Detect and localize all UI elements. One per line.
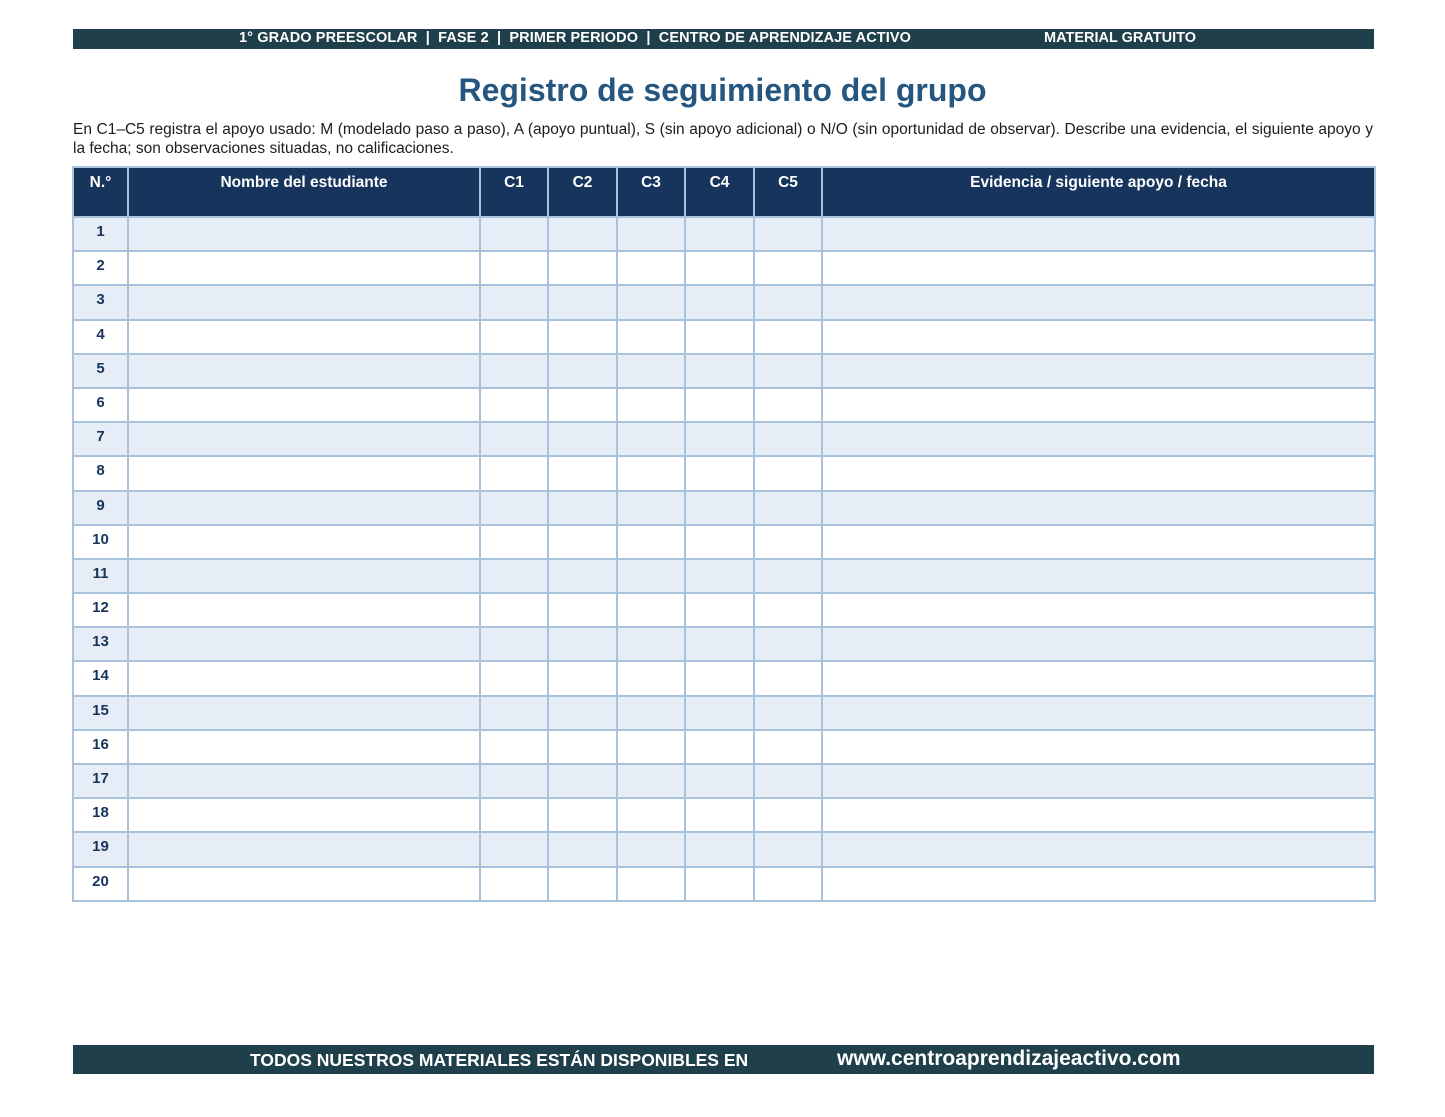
c2-cell[interactable]: [548, 422, 617, 456]
c2-cell[interactable]: [548, 867, 617, 901]
c3-cell[interactable]: [617, 491, 685, 525]
evidence-cell[interactable]: [822, 320, 1375, 354]
c4-cell[interactable]: [685, 798, 754, 832]
row-number: 8: [73, 456, 128, 490]
c5-cell[interactable]: [754, 559, 822, 593]
evidence-cell[interactable]: [822, 559, 1375, 593]
c2-cell[interactable]: [548, 832, 617, 866]
footer-banner: [73, 1045, 1374, 1074]
c5-cell[interactable]: [754, 730, 822, 764]
c4-cell[interactable]: [685, 217, 754, 251]
evidence-cell[interactable]: [822, 491, 1375, 525]
row-number: 2: [73, 251, 128, 285]
c4-cell[interactable]: [685, 525, 754, 559]
c2-cell[interactable]: [548, 593, 617, 627]
column-header-c2: C2: [548, 167, 617, 217]
c5-cell[interactable]: [754, 798, 822, 832]
table-row: [73, 730, 1375, 764]
tracking-table: [72, 166, 1376, 902]
c1-cell[interactable]: [480, 696, 548, 730]
c5-cell[interactable]: [754, 422, 822, 456]
c1-cell[interactable]: [480, 764, 548, 798]
c4-cell[interactable]: [685, 593, 754, 627]
c1-cell[interactable]: [480, 627, 548, 661]
column-header-evidence: Evidencia / siguiente apoyo / fecha: [822, 167, 1375, 217]
c4-cell[interactable]: [685, 730, 754, 764]
c4-cell[interactable]: [685, 354, 754, 388]
column-header-student-name: Nombre del estudiante: [128, 167, 480, 217]
c5-cell[interactable]: [754, 867, 822, 901]
evidence-cell[interactable]: [822, 388, 1375, 422]
c2-cell[interactable]: [548, 285, 617, 319]
c5-cell[interactable]: [754, 320, 822, 354]
header-banner: [73, 29, 1374, 49]
c4-cell[interactable]: [685, 764, 754, 798]
c2-cell[interactable]: [548, 696, 617, 730]
c2-cell[interactable]: [548, 251, 617, 285]
c1-cell[interactable]: [480, 593, 548, 627]
c3-cell[interactable]: [617, 593, 685, 627]
row-number: 9: [73, 491, 128, 525]
student-name-cell[interactable]: [128, 730, 480, 764]
row-number: 17: [73, 764, 128, 798]
column-header-c3: C3: [617, 167, 685, 217]
c1-cell[interactable]: [480, 559, 548, 593]
c4-cell[interactable]: [685, 251, 754, 285]
c2-cell[interactable]: [548, 456, 617, 490]
header-free-material: MATERIAL GRATUITO: [1044, 30, 1196, 46]
row-number: 12: [73, 593, 128, 627]
c1-cell[interactable]: [480, 354, 548, 388]
c3-cell[interactable]: [617, 388, 685, 422]
evidence-cell[interactable]: [822, 217, 1375, 251]
table-header-row: [73, 167, 1375, 217]
row-number: 3: [73, 285, 128, 319]
student-name-cell[interactable]: [128, 798, 480, 832]
student-name-cell[interactable]: [128, 764, 480, 798]
row-number: 1: [73, 217, 128, 251]
row-number: 15: [73, 696, 128, 730]
header-info: 1° GRADO PREESCOLAR | FASE 2 | PRIMER PERIODO | CENTRO DE APRENDIZAJE ACTIVO: [239, 30, 912, 46]
c5-cell[interactable]: [754, 251, 822, 285]
c5-cell[interactable]: [754, 354, 822, 388]
student-name-cell[interactable]: [128, 593, 480, 627]
table-row: [73, 388, 1375, 422]
table-body: [73, 217, 1375, 901]
c1-cell[interactable]: [480, 251, 548, 285]
table-row: [73, 593, 1375, 627]
evidence-cell[interactable]: [822, 764, 1375, 798]
evidence-cell[interactable]: [822, 696, 1375, 730]
evidence-cell[interactable]: [822, 832, 1375, 866]
c5-cell[interactable]: [754, 661, 822, 695]
row-number: 5: [73, 354, 128, 388]
c2-cell[interactable]: [548, 661, 617, 695]
column-header-c4: C4: [685, 167, 754, 217]
c3-cell[interactable]: [617, 456, 685, 490]
evidence-cell[interactable]: [822, 285, 1375, 319]
row-number: 6: [73, 388, 128, 422]
footer-text: TODOS NUESTROS MATERIALES ESTÁN DISPONIBLES EN: [250, 1050, 749, 1070]
student-name-cell[interactable]: [128, 627, 480, 661]
evidence-cell[interactable]: [822, 593, 1375, 627]
c3-cell[interactable]: [617, 661, 685, 695]
c2-cell[interactable]: [548, 798, 617, 832]
c2-cell[interactable]: [548, 730, 617, 764]
c1-cell[interactable]: [480, 422, 548, 456]
c1-cell[interactable]: [480, 388, 548, 422]
table-row: [73, 251, 1375, 285]
c2-cell[interactable]: [548, 388, 617, 422]
evidence-cell[interactable]: [822, 251, 1375, 285]
table-row: [73, 354, 1375, 388]
c3-cell[interactable]: [617, 559, 685, 593]
evidence-cell[interactable]: [822, 661, 1375, 695]
student-name-cell[interactable]: [128, 354, 480, 388]
c4-cell[interactable]: [685, 696, 754, 730]
table-row: [73, 217, 1375, 251]
table-row: [73, 320, 1375, 354]
evidence-cell[interactable]: [822, 627, 1375, 661]
c1-cell[interactable]: [480, 730, 548, 764]
c1-cell[interactable]: [480, 832, 548, 866]
c1-cell[interactable]: [480, 525, 548, 559]
c4-cell[interactable]: [685, 832, 754, 866]
evidence-cell[interactable]: [822, 730, 1375, 764]
c5-cell[interactable]: [754, 627, 822, 661]
c2-cell[interactable]: [548, 491, 617, 525]
row-number: 4: [73, 320, 128, 354]
evidence-cell[interactable]: [822, 422, 1375, 456]
student-name-cell[interactable]: [128, 456, 480, 490]
c5-cell[interactable]: [754, 285, 822, 319]
c4-cell[interactable]: [685, 388, 754, 422]
row-number: 14: [73, 661, 128, 695]
row-number: 19: [73, 832, 128, 866]
c4-cell[interactable]: [685, 491, 754, 525]
student-name-cell[interactable]: [128, 217, 480, 251]
c4-cell[interactable]: [685, 661, 754, 695]
c5-cell[interactable]: [754, 388, 822, 422]
c3-cell[interactable]: [617, 627, 685, 661]
c5-cell[interactable]: [754, 593, 822, 627]
table-row: [73, 627, 1375, 661]
table-row: [73, 456, 1375, 490]
page-title: Registro de seguimiento del grupo: [458, 72, 987, 108]
c5-cell[interactable]: [754, 491, 822, 525]
column-header-number: N.°: [73, 167, 128, 217]
c5-cell[interactable]: [754, 696, 822, 730]
student-name-cell[interactable]: [128, 559, 480, 593]
row-number: 10: [73, 525, 128, 559]
c3-cell[interactable]: [617, 285, 685, 319]
c1-cell[interactable]: [480, 661, 548, 695]
student-name-cell[interactable]: [128, 525, 480, 559]
c2-cell[interactable]: [548, 217, 617, 251]
c2-cell[interactable]: [548, 354, 617, 388]
table-row: [73, 422, 1375, 456]
row-number: 7: [73, 422, 128, 456]
table-row: [73, 525, 1375, 559]
student-name-cell[interactable]: [128, 491, 480, 525]
footer-url-link[interactable]: www.centroaprendizajeactivo.com: [837, 1047, 1181, 1070]
row-number: 11: [73, 559, 128, 593]
c3-cell[interactable]: [617, 696, 685, 730]
c1-cell[interactable]: [480, 456, 548, 490]
table-row: [73, 798, 1375, 832]
c3-cell[interactable]: [617, 798, 685, 832]
c3-cell[interactable]: [617, 251, 685, 285]
evidence-cell[interactable]: [822, 867, 1375, 901]
c2-cell[interactable]: [548, 627, 617, 661]
table-row: [73, 764, 1375, 798]
c5-cell[interactable]: [754, 832, 822, 866]
student-name-cell[interactable]: [128, 388, 480, 422]
c5-cell[interactable]: [754, 525, 822, 559]
student-name-cell[interactable]: [128, 661, 480, 695]
student-name-cell[interactable]: [128, 867, 480, 901]
row-number: 13: [73, 627, 128, 661]
table-row: [73, 491, 1375, 525]
student-name-cell[interactable]: [128, 832, 480, 866]
c2-cell[interactable]: [548, 525, 617, 559]
c1-cell[interactable]: [480, 798, 548, 832]
c3-cell[interactable]: [617, 525, 685, 559]
row-number: 20: [73, 867, 128, 901]
column-header-c1: C1: [480, 167, 548, 217]
c1-cell[interactable]: [480, 285, 548, 319]
c3-cell[interactable]: [617, 832, 685, 866]
c5-cell[interactable]: [754, 764, 822, 798]
student-name-cell[interactable]: [128, 696, 480, 730]
table-row: [73, 832, 1375, 866]
table-row: [73, 867, 1375, 901]
c3-cell[interactable]: [617, 764, 685, 798]
c1-cell[interactable]: [480, 217, 548, 251]
c4-cell[interactable]: [685, 456, 754, 490]
c3-cell[interactable]: [617, 730, 685, 764]
table-row: [73, 696, 1375, 730]
student-name-cell[interactable]: [128, 285, 480, 319]
c4-cell[interactable]: [685, 285, 754, 319]
c5-cell[interactable]: [754, 456, 822, 490]
c2-cell[interactable]: [548, 559, 617, 593]
row-number: 16: [73, 730, 128, 764]
evidence-cell[interactable]: [822, 456, 1375, 490]
table-row: [73, 559, 1375, 593]
row-number: 18: [73, 798, 128, 832]
evidence-cell[interactable]: [822, 798, 1375, 832]
c1-cell[interactable]: [480, 491, 548, 525]
instructions-text: En C1–C5 registra el apoyo usado: M (modelado paso a paso), A (apoyo puntual), S (sin apoyo adicional) o N/O (sin oportunidad de observar). Describe una evidencia, el siguiente apoyo y la fecha; son observaciones situadas, no calificaciones.: [73, 121, 1373, 157]
table-row: [73, 661, 1375, 695]
c2-cell[interactable]: [548, 764, 617, 798]
c1-cell[interactable]: [480, 320, 548, 354]
c4-cell[interactable]: [685, 320, 754, 354]
c3-cell[interactable]: [617, 422, 685, 456]
c2-cell[interactable]: [548, 320, 617, 354]
c1-cell[interactable]: [480, 867, 548, 901]
c4-cell[interactable]: [685, 627, 754, 661]
table-row: [73, 285, 1375, 319]
student-name-cell[interactable]: [128, 320, 480, 354]
c3-cell[interactable]: [617, 867, 685, 901]
c3-cell[interactable]: [617, 217, 685, 251]
c4-cell[interactable]: [685, 422, 754, 456]
column-header-c5: C5: [754, 167, 822, 217]
student-name-cell[interactable]: [128, 251, 480, 285]
student-name-cell[interactable]: [128, 422, 480, 456]
c3-cell[interactable]: [617, 320, 685, 354]
c3-cell[interactable]: [617, 354, 685, 388]
c4-cell[interactable]: [685, 559, 754, 593]
c5-cell[interactable]: [754, 217, 822, 251]
c4-cell[interactable]: [685, 867, 754, 901]
evidence-cell[interactable]: [822, 525, 1375, 559]
evidence-cell[interactable]: [822, 354, 1375, 388]
